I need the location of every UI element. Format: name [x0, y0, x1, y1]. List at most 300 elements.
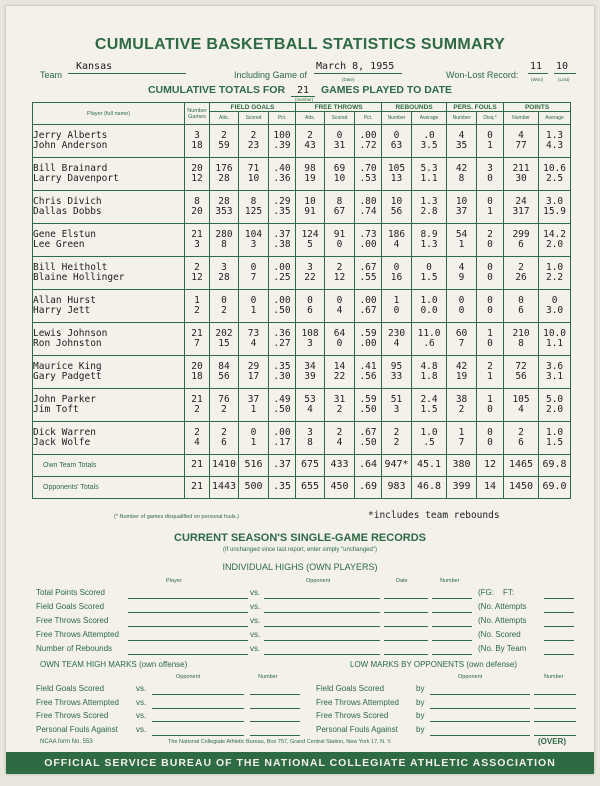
stat-value: 2.0 — [545, 239, 564, 250]
stat-value: .29 — [273, 195, 291, 207]
stat-value: 0 — [393, 129, 400, 141]
stat-cell-pfn — [447, 323, 477, 356]
record-row-label: Free Throws Scored — [36, 616, 109, 625]
stat-value: 34 — [304, 360, 316, 372]
low-opponent-blank[interactable] — [430, 724, 530, 736]
stat-value: 8 — [250, 195, 257, 207]
low-opponent-blank[interactable] — [430, 710, 530, 722]
low-number-blank[interactable] — [534, 724, 576, 736]
stat-value: .50 — [359, 404, 377, 415]
stat-cell-g — [185, 191, 210, 224]
stat-value: 43 — [304, 140, 316, 151]
stat-value: 2 — [487, 360, 493, 372]
stat-value: 10 — [304, 195, 316, 207]
stat-value: .5 — [423, 437, 435, 448]
own-opponent-blank[interactable] — [152, 683, 244, 695]
total-cell-ptn: 1450 — [504, 477, 539, 499]
stat-value: 3 — [194, 239, 200, 250]
stat-value: 2 — [458, 404, 465, 415]
stat-value: 4 — [518, 404, 524, 415]
player-pair-row — [33, 224, 571, 257]
stat-cell-rn — [382, 158, 412, 191]
stat-cell-ra — [412, 356, 447, 389]
record-right-label: (No. Attempts — [478, 602, 527, 611]
own-number-blank[interactable] — [250, 697, 300, 709]
stat-cell-fta — [296, 125, 325, 158]
stat-value: 67 — [333, 206, 346, 217]
stat-value: 42 — [455, 360, 468, 372]
stat-cell-ptn — [504, 356, 539, 389]
stat-cell-fta — [296, 224, 325, 257]
stat-value: .38 — [273, 239, 291, 250]
stat-value: 0 — [487, 261, 493, 273]
stat-value: 64 — [333, 327, 346, 339]
stat-cell-fgs — [239, 224, 269, 257]
own-high-title: OWN TEAM HIGH MARKS (own offense) — [40, 660, 188, 669]
total-cell-rn: 983 — [382, 477, 412, 499]
stat-value: 20 — [191, 206, 203, 217]
number-blank[interactable] — [432, 643, 472, 655]
stat-cell-fga — [210, 191, 239, 224]
date-blank[interactable] — [384, 601, 428, 613]
stat-value: 2 — [250, 129, 257, 141]
stat-cell-ftp — [355, 191, 382, 224]
number-blank[interactable] — [432, 601, 472, 613]
player-name: Allan Hurst — [33, 294, 96, 306]
col-opponent: Opponent — [306, 578, 331, 584]
stat-value: 84 — [218, 360, 230, 372]
total-cell-pta: 69.8 — [539, 455, 571, 477]
stat-value: 14.2 — [543, 228, 566, 240]
stat-cell-fgp — [269, 323, 296, 356]
low-number-blank[interactable] — [534, 683, 576, 695]
stat-value: 0 — [307, 294, 313, 306]
ft-scored-header: Scored — [325, 112, 355, 125]
stat-value: 54 — [455, 228, 468, 240]
total-cell-g: 21 — [185, 455, 210, 477]
stat-cell-ra — [412, 158, 447, 191]
stat-value: 2 — [194, 426, 200, 438]
including-label: Including Game of — [234, 70, 308, 80]
stat-value: 20 — [191, 162, 203, 174]
total-cell-rn: 947* — [382, 455, 412, 477]
stat-cell-rn — [382, 356, 412, 389]
stat-value: 2 — [336, 404, 343, 415]
stat-cell-ftp — [355, 356, 382, 389]
stat-value: .73 — [359, 228, 377, 240]
stat-value: 0 — [487, 338, 493, 349]
stat-cell-ra — [412, 257, 447, 290]
own-number-blank[interactable] — [250, 710, 300, 722]
stat-cell-fga — [210, 224, 239, 257]
stat-value: 56 — [515, 371, 527, 382]
stat-cell-pfn — [447, 191, 477, 224]
stat-cell-pta — [539, 290, 571, 323]
stat-value: .55 — [359, 272, 377, 283]
ft-atts-header: Atts. — [296, 112, 325, 125]
stat-cell-pta — [539, 191, 571, 224]
stat-value: 0 — [426, 261, 432, 273]
opponent-blank[interactable] — [264, 601, 380, 613]
stat-value: 2 — [393, 426, 400, 438]
col-player: Player — [166, 578, 182, 584]
stat-value: .39 — [273, 140, 291, 151]
date-sub: (Date) — [342, 77, 355, 82]
own-number-blank[interactable] — [250, 724, 300, 736]
right-blank[interactable] — [544, 615, 574, 627]
record-right-label: (No. By Team — [478, 644, 527, 653]
player-blank[interactable] — [128, 587, 248, 599]
stat-cell-ptn — [504, 191, 539, 224]
total-cell-pfd: 12 — [477, 455, 504, 477]
stat-value: 26 — [515, 272, 527, 283]
low-marks-title: LOW MARKS BY OPPONENTS (own defense) — [350, 660, 518, 669]
won-sub: (Won) — [531, 77, 544, 82]
stat-value: 6 — [518, 239, 524, 250]
stat-cell-pfd — [477, 224, 504, 257]
stat-cell-rn — [382, 389, 412, 422]
stat-value: 1.8 — [420, 371, 438, 382]
stat-cell-fga — [210, 290, 239, 323]
opponent-blank[interactable] — [264, 587, 380, 599]
stat-value: 1 — [487, 327, 493, 339]
stat-value: 56 — [390, 206, 403, 217]
total-cell-ftp: .64 — [355, 455, 382, 477]
opponents-totals-row — [33, 477, 571, 499]
stat-cell-fgs — [239, 290, 269, 323]
stat-value: 15.9 — [543, 206, 566, 217]
stat-value: 6 — [307, 305, 313, 316]
stats-table — [32, 102, 571, 499]
player-blank[interactable] — [128, 615, 248, 627]
stat-cell-fta — [296, 356, 325, 389]
stat-value: 3.0 — [545, 195, 564, 207]
stat-value: 1.1 — [545, 338, 564, 349]
number-blank[interactable] — [432, 629, 472, 641]
number-sub: (number) — [295, 97, 314, 102]
stat-value: .36 — [273, 173, 291, 184]
player-name: Dallas Dobbs — [33, 206, 102, 217]
stat-value: 1.3 — [420, 239, 438, 250]
stat-cell-pfd — [477, 323, 504, 356]
stat-value: .25 — [273, 272, 291, 283]
stat-value: .70 — [359, 162, 377, 174]
opponent-blank[interactable] — [264, 615, 380, 627]
stat-value: 71 — [247, 162, 260, 174]
stat-value: 1.0 — [545, 426, 564, 438]
stat-value: .72 — [359, 140, 377, 151]
low-marks-row-label: Free Throws Attempted — [316, 697, 399, 707]
total-cell-fts: 433 — [325, 455, 355, 477]
player-name: Gene Elstun — [33, 228, 96, 240]
own-opponent-blank[interactable] — [152, 724, 244, 736]
stat-value: .56 — [359, 371, 377, 382]
fg-atts-header: Atts. — [210, 112, 239, 125]
low-marks-row-label: Personal Fouls Against — [316, 724, 398, 734]
stat-value: 4 — [518, 129, 524, 141]
stat-value: 0 — [336, 129, 343, 141]
stat-cell-fgp — [269, 356, 296, 389]
stat-value: .67 — [359, 426, 377, 438]
stat-value: 186 — [387, 228, 406, 240]
stat-value: 3 — [487, 162, 493, 174]
stat-cell-fta — [296, 257, 325, 290]
player-names — [33, 323, 185, 356]
total-cell-pfd: 14 — [477, 477, 504, 499]
stat-value: 8 — [458, 173, 465, 184]
stat-value: 0 — [487, 305, 493, 316]
number-blank[interactable] — [432, 615, 472, 627]
right-blank[interactable] — [544, 643, 574, 655]
player-name: Jerry Alberts — [33, 129, 108, 141]
stat-value: 0 — [487, 173, 493, 184]
stat-value: 317 — [512, 206, 530, 217]
stat-value: 4 — [250, 338, 257, 349]
vs-label: vs. — [250, 616, 261, 625]
date-blank[interactable] — [384, 615, 428, 627]
stat-value: 2.0 — [545, 404, 564, 415]
right-blank[interactable] — [544, 601, 574, 613]
player-blank[interactable] — [128, 629, 248, 641]
stat-cell-pfn — [447, 290, 477, 323]
total-cell-fgs: 500 — [239, 477, 269, 499]
stat-cell-pta — [539, 125, 571, 158]
stat-cell-fgp — [269, 389, 296, 422]
low-opponent-blank[interactable] — [430, 683, 530, 695]
stat-cell-ftp — [355, 125, 382, 158]
stat-value: 10 — [390, 195, 403, 207]
stat-value: 10 — [455, 195, 468, 207]
stat-cell-ra — [412, 224, 447, 257]
vs-label: vs. — [136, 697, 147, 707]
stat-value: 7 — [458, 437, 465, 448]
stat-value: 1.5 — [545, 437, 564, 448]
stat-value: 0 — [518, 294, 524, 306]
stats-body — [33, 125, 571, 499]
stat-value: 0 — [487, 129, 493, 141]
stat-value: 1 — [458, 239, 465, 250]
record-right-label: (No. Attempts — [478, 616, 527, 625]
stat-cell-rn — [382, 290, 412, 323]
stat-value: 0.0 — [420, 305, 438, 316]
stat-value: .67 — [359, 261, 377, 273]
player-name: Ron Johnston — [33, 338, 102, 349]
stat-cell-fts — [325, 257, 355, 290]
stat-value: 202 — [215, 327, 233, 339]
stat-value: 2 — [194, 261, 200, 273]
stat-value: 28 — [218, 195, 230, 207]
stat-value: 30 — [515, 173, 527, 184]
record-right-label: (No. Scored — [478, 630, 521, 639]
stat-value: 7 — [458, 338, 465, 349]
by-label: by — [416, 711, 425, 720]
stat-value: 2 — [221, 426, 227, 438]
stat-cell-pfn — [447, 158, 477, 191]
player-name: Chris Divich — [33, 195, 102, 207]
stat-cell-fgs — [239, 191, 269, 224]
stat-value: 2 — [221, 305, 227, 316]
opponent-blank[interactable] — [264, 643, 380, 655]
stat-cell-pfd — [477, 290, 504, 323]
opponent-blank[interactable] — [264, 629, 380, 641]
cumulative-prefix: CUMULATIVE TOTALS FOR — [147, 84, 286, 96]
by-label: by — [416, 684, 425, 693]
stat-cell-g — [185, 257, 210, 290]
stat-value: 2 — [221, 129, 227, 141]
stat-value: 4.3 — [545, 140, 564, 151]
stat-value: 1 — [487, 371, 493, 382]
low-marks-row-label: Field Goals Scored — [316, 684, 385, 693]
record-row-label: Free Throws Attempted — [36, 630, 119, 639]
own-opponent-blank[interactable] — [152, 710, 244, 722]
vs-label: vs. — [250, 588, 261, 597]
stat-value: 12 — [191, 272, 203, 283]
stat-value: .30 — [273, 371, 291, 382]
stat-cell-fts — [325, 422, 355, 455]
player-blank[interactable] — [128, 601, 248, 613]
player-pair-row — [33, 422, 571, 455]
records-subtitle: (If unchanged since last report, enter simply "unchanged") — [222, 547, 377, 553]
stat-value: 76 — [218, 393, 230, 405]
total-cell-fta: 655 — [296, 477, 325, 499]
stat-value: 29 — [247, 360, 260, 372]
stat-value: 73 — [247, 327, 260, 339]
stat-value: .59 — [359, 327, 377, 339]
stat-cell-fta — [296, 290, 325, 323]
stat-value: .37 — [273, 228, 291, 240]
stat-value: 15 — [218, 338, 230, 349]
stat-value: 20 — [191, 360, 203, 372]
player-name: John Anderson — [33, 140, 108, 151]
stat-value: .00 — [273, 261, 291, 273]
stat-cell-ftp — [355, 224, 382, 257]
date-blank[interactable] — [384, 629, 428, 641]
stat-value: 0 — [250, 426, 257, 438]
stat-cell-fts — [325, 290, 355, 323]
stat-value: 230 — [387, 327, 406, 339]
low-number-blank[interactable] — [534, 697, 576, 709]
col-date: Date — [396, 578, 408, 584]
stat-value: 3.1 — [545, 371, 564, 382]
games-count: 21 — [291, 85, 315, 97]
stat-value: 8 — [307, 437, 313, 448]
stat-cell-pfn — [447, 125, 477, 158]
date-blank[interactable] — [384, 587, 428, 599]
stat-value: 37 — [455, 206, 468, 217]
by-label: by — [416, 697, 425, 707]
date-blank[interactable] — [384, 643, 428, 655]
player-names — [33, 422, 185, 455]
stat-cell-pfn — [447, 224, 477, 257]
stat-value: 31 — [333, 393, 346, 405]
stat-value: 95 — [390, 360, 403, 372]
stat-value: 8 — [518, 338, 524, 349]
low-marks-row-label: Free Throws Scored — [316, 711, 389, 720]
stat-value: .00 — [359, 338, 377, 349]
stat-cell-rn — [382, 125, 412, 158]
total-cell-fga: 1410 — [210, 455, 239, 477]
low-col-opponent: Opponent — [458, 674, 483, 680]
right-blank[interactable] — [544, 587, 574, 599]
stat-value: 0 — [487, 404, 493, 415]
own-number-blank[interactable] — [250, 683, 300, 695]
stat-cell-ftp — [355, 323, 382, 356]
stat-value: 28 — [218, 272, 230, 283]
stat-value: 353 — [215, 206, 233, 217]
stat-value: 3 — [307, 261, 313, 273]
stat-value: 3 — [221, 261, 227, 273]
player-name: Larry Davenport — [33, 173, 119, 184]
stat-value: .00 — [359, 239, 377, 250]
stat-value: .35 — [273, 360, 291, 372]
own-opponent-blank[interactable] — [152, 697, 244, 709]
stat-value: 124 — [301, 228, 319, 240]
stat-value: 1 — [458, 426, 465, 438]
stat-value: 4 — [458, 261, 465, 273]
stat-value: .6 — [423, 338, 435, 349]
stat-value: 1 — [487, 393, 493, 405]
pers-fouls-header: PERS. FOULS — [447, 103, 504, 112]
own-totals-row — [33, 455, 571, 477]
totals-label: Own Team Totals — [33, 455, 185, 477]
stat-cell-ptn — [504, 323, 539, 356]
stat-cell-fga — [210, 422, 239, 455]
pf-disq-header: Disq.* — [477, 112, 504, 125]
stat-value: 2 — [487, 228, 493, 240]
stat-cell-ra — [412, 125, 447, 158]
won-value: 11 — [530, 61, 543, 72]
low-opponent-blank[interactable] — [430, 697, 530, 709]
stat-cell-pfd — [477, 158, 504, 191]
stat-value: 31 — [333, 140, 346, 151]
stat-value: 1.0 — [420, 426, 438, 438]
stat-value: .27 — [273, 338, 291, 349]
player-names — [33, 389, 185, 422]
stat-value: 0 — [393, 261, 400, 273]
stat-value: 72 — [515, 360, 527, 372]
stat-value: .40 — [273, 162, 291, 174]
stat-cell-pfn — [447, 422, 477, 455]
disq-footnote: (* Number of games disqualified on personal fouls.) — [114, 514, 240, 520]
low-number-blank[interactable] — [534, 710, 576, 722]
right-blank[interactable] — [544, 629, 574, 641]
stat-value: 18 — [191, 371, 203, 382]
stat-value: 5.0 — [545, 393, 564, 405]
stat-cell-fgp — [269, 422, 296, 455]
stat-value: 19 — [455, 371, 468, 382]
own-col-opponent: Opponent — [176, 674, 201, 680]
stat-value: 59 — [218, 140, 230, 151]
stat-value: .35 — [273, 206, 291, 217]
stat-value: 1 — [487, 140, 493, 151]
stat-value: 2 — [518, 261, 524, 273]
stat-value: 7 — [194, 338, 200, 349]
stat-value: 1.1 — [420, 173, 438, 184]
stat-cell-ftp — [355, 158, 382, 191]
player-name: Gary Padgett — [33, 371, 102, 382]
player-blank[interactable] — [128, 643, 248, 655]
stat-cell-fga — [210, 356, 239, 389]
individual-highs-title: INDIVIDUAL HIGHS (OWN PLAYERS) — [222, 562, 378, 572]
stat-value: 0 — [487, 239, 493, 250]
stat-cell-ptn — [504, 224, 539, 257]
number-blank[interactable] — [432, 587, 472, 599]
player-name: Lewis Johnson — [33, 327, 108, 339]
stat-value: 1.3 — [545, 129, 564, 141]
stat-value: 13 — [390, 173, 403, 184]
player-pair-row — [33, 191, 571, 224]
stat-value: 299 — [512, 228, 530, 240]
